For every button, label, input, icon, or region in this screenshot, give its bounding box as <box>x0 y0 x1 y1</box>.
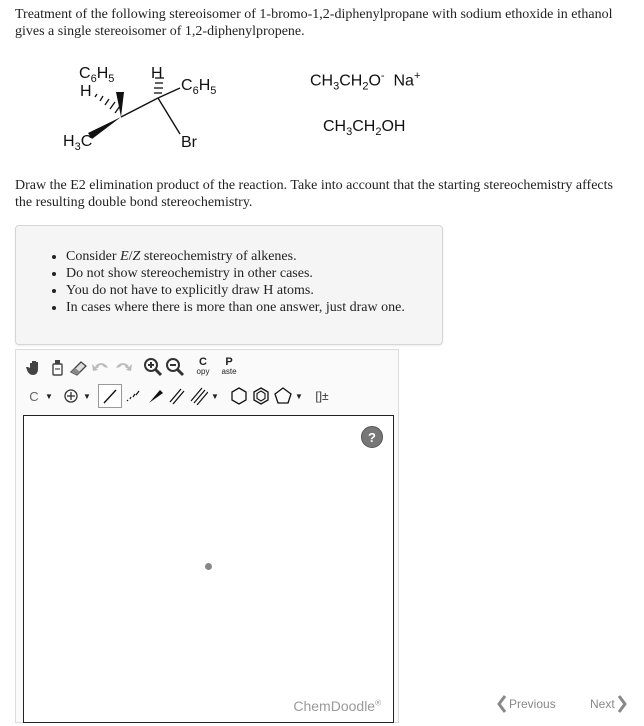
double-bond-icon <box>168 387 186 405</box>
paste-button[interactable] <box>218 355 240 379</box>
chevron-right-icon <box>617 694 627 714</box>
eraser-icon <box>69 358 89 376</box>
wedge-bond-button[interactable] <box>144 384 166 408</box>
copy-button[interactable] <box>192 355 214 379</box>
undo-icon <box>91 358 111 376</box>
chevron-left-icon <box>497 694 507 714</box>
redo-icon <box>113 358 133 376</box>
hash-bond-h-left <box>95 94 120 113</box>
paste-label: P aste <box>221 356 237 376</box>
atom-dropdown-arrow[interactable]: ▼ <box>45 391 53 401</box>
chemdoodle-editor <box>15 349 399 723</box>
copy-label: C opy <box>196 356 210 376</box>
molecule-bonds <box>0 0 300 170</box>
bottle-icon <box>48 358 66 376</box>
atom-tool-button[interactable]: C <box>29 388 39 404</box>
hint-item: • Consider E/Z stereochemistry of alkenes. <box>66 248 442 265</box>
h-left-label: H <box>80 83 92 100</box>
triple-bond-icon <box>190 387 208 405</box>
hints-box <box>15 225 443 345</box>
hashed-bond-button[interactable] <box>122 384 144 408</box>
hand-tool-button[interactable] <box>24 355 46 379</box>
zoom-out-button[interactable] <box>164 355 186 379</box>
aromatic-ring-button[interactable] <box>250 384 272 408</box>
top-left-phenyl: $C_6H_5$ <box>79 65 115 86</box>
aromatic-ring-icon <box>251 386 271 406</box>
benzene-ring-button[interactable] <box>228 384 250 408</box>
toolbar-row-2 <box>24 384 334 408</box>
next-button[interactable] <box>590 694 627 714</box>
pentagon-icon <box>273 386 293 406</box>
charge-dropdown-arrow[interactable]: ▼ <box>83 391 91 401</box>
bond-dropdown-arrow[interactable]: ▼ <box>211 391 219 401</box>
zoom-out-icon <box>165 357 185 377</box>
zoom-in-button[interactable] <box>142 355 164 379</box>
top-right-phenyl: $C_6H_5$ <box>181 77 217 98</box>
zoom-in-icon <box>143 357 163 377</box>
charge-tool-button[interactable] <box>60 384 82 408</box>
hand-icon <box>26 358 44 376</box>
reagent-label: $CH_3CH_2O^-$ Na+ <box>310 70 421 93</box>
hints-list <box>16 226 442 316</box>
hint-item: • Do not show stereochemistry in other cases. <box>66 265 442 282</box>
canvas-center-dot <box>205 563 212 570</box>
triple-bond-button[interactable] <box>188 384 210 408</box>
bromine-label: Br <box>181 134 197 151</box>
next-label: Next <box>590 697 615 711</box>
previous-label: Previous <box>509 697 556 711</box>
carbon-carbon-bond <box>121 98 158 117</box>
solvent-label: $CH_3CH_2OH$ <box>323 118 406 139</box>
chemdoodle-brand: ChemDoodle® <box>293 698 381 714</box>
question-instruction: Draw the E2 elimination product of the reaction. Take into account that the starting stereochemistry affects the resulting double bond stereochemistry. <box>15 178 613 210</box>
hint-item: • In cases where there is more than one answer, just draw one. <box>66 299 442 316</box>
pentagon-ring-button[interactable] <box>272 384 294 408</box>
toolbar-row-1 <box>24 355 240 379</box>
benzene-icon <box>229 386 249 406</box>
wedge-bond-phenyl-left <box>116 92 124 117</box>
h-top-label: H <box>151 65 163 82</box>
drawing-canvas[interactable] <box>23 415 394 723</box>
bond-bromine <box>158 98 180 134</box>
wedge-bond-methyl <box>88 117 121 139</box>
clear-tool-button[interactable] <box>46 355 68 379</box>
redo-button[interactable] <box>112 355 134 379</box>
ring-dropdown-arrow[interactable]: ▼ <box>295 391 303 401</box>
double-bond-button[interactable] <box>166 384 188 408</box>
single-bond-button[interactable] <box>98 384 122 408</box>
help-icon[interactable]: ? <box>361 426 383 448</box>
methyl-label: $H_3C$ <box>63 133 93 154</box>
wedge-bond-icon <box>146 387 164 405</box>
previous-button[interactable] <box>497 694 556 714</box>
single-bond-icon <box>101 387 119 405</box>
charge-plus-icon <box>63 388 79 404</box>
question-intro: Treatment of the following stereoisomer of 1-bromo-1,2-diphenylpropane with sodium ethoxide in ethanol gives a single stereoisomer of 1,2-diphenylpropene. <box>15 7 613 39</box>
hint-item: • You do not have to explicitly draw H atoms. <box>66 282 442 299</box>
bracket-charge-button[interactable]: []± <box>315 389 329 403</box>
eraser-tool-button[interactable] <box>68 355 90 379</box>
undo-button[interactable] <box>90 355 112 379</box>
hashed-bond-icon <box>124 387 142 405</box>
